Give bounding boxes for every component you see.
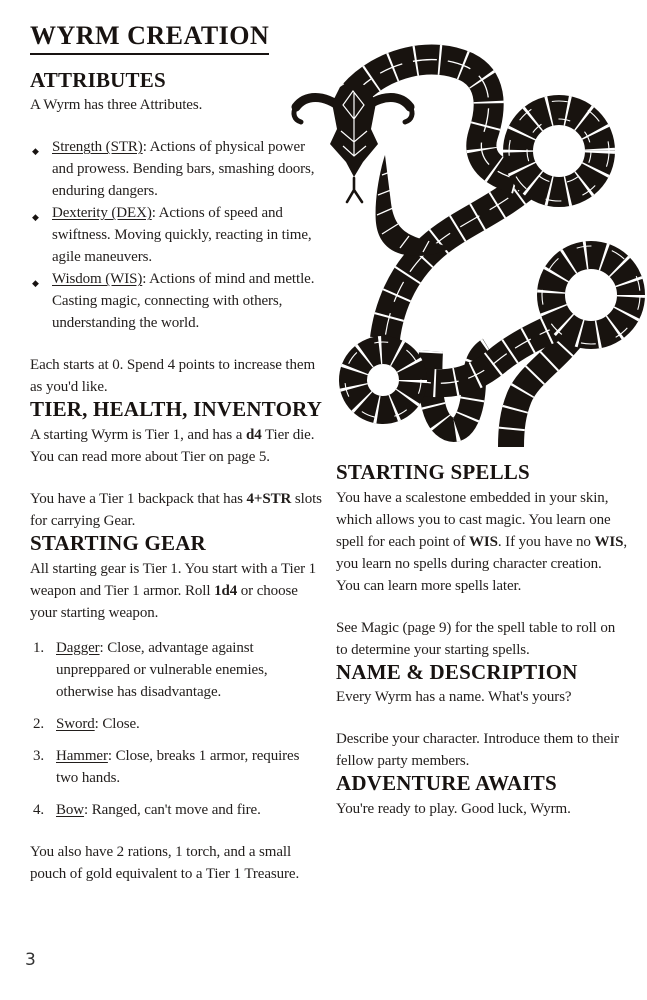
attribute-text: : Actions of speed and swiftness. Moving quickly, reacting in time, agile maneuvers. xyxy=(52,205,312,266)
attributes-intro: A Wyrm has three Attributes. xyxy=(30,97,203,114)
text-run: All starting gear is Tier 1. You start with a Tier 1 weapon and Tier 1 armor. Roll xyxy=(30,560,317,599)
spells-reference-paragraph: See Magic (page 9) for the spell table to roll on to determine your starting spells. xyxy=(336,619,616,658)
text-run: You have a scalestone embedded in your skin, which allows you to cast magic. You learn one spell for each point of xyxy=(336,489,611,550)
weapon-term: Dagger xyxy=(56,639,100,656)
weapon-term: Sword xyxy=(56,715,95,732)
attributes-list xyxy=(30,136,324,334)
adventure-awaits-heading: ADVENTURE AWAITS xyxy=(336,771,557,796)
serpent-ring-top-right xyxy=(509,101,609,201)
list-item-bow xyxy=(30,799,324,821)
text-run: slots for carrying Gear. xyxy=(30,490,322,529)
right-column xyxy=(336,461,628,820)
attribute-term: Dexterity (DEX) xyxy=(52,205,152,222)
text-run: You have a Tier 1 backpack that has xyxy=(30,490,247,507)
diamond-bullet-icon: ◆ xyxy=(32,213,39,224)
starting-spells-heading: STARTING SPELLS xyxy=(336,460,530,484)
bold-term: WIS xyxy=(594,533,624,550)
weapon-list xyxy=(30,637,324,821)
list-item-hammer xyxy=(30,745,324,789)
list-item-wisdom xyxy=(30,268,324,334)
bold-term: 1d4 xyxy=(214,582,238,599)
name-paragraph: Every Wyrm has a name. What's yours? xyxy=(336,689,572,706)
serpent-body-sweep1 xyxy=(384,177,535,348)
weapon-term: Hammer xyxy=(56,747,108,764)
adventure-paragraph: You're ready to play. Good luck, Wyrm. xyxy=(336,801,571,818)
attribute-term: Wisdom (WIS) xyxy=(52,271,143,288)
diamond-bullet-icon: ◆ xyxy=(32,279,39,290)
bold-term: d4 xyxy=(245,426,262,443)
attribute-term: Strength (STR) xyxy=(52,139,143,156)
weapon-text: : Ranged, can't move and fire. xyxy=(84,801,261,818)
text-run: Tier die. You can read more about Tier on page 5. xyxy=(30,426,315,465)
gear-outro: You also have 2 rations, 1 torch, and a small pouch of gold equivalent to a Tier 1 Treasure. xyxy=(30,843,300,882)
diamond-bullet-icon: ◆ xyxy=(32,147,39,158)
left-column xyxy=(30,22,324,885)
starting-gear-heading: STARTING GEAR xyxy=(30,530,206,555)
page-title: WYRM CREATION xyxy=(30,22,324,55)
list-item-dexterity xyxy=(30,202,324,268)
attribute-text: : Actions of physical power and prowess. Bending bars, smashing doors, enduring dangers. xyxy=(52,139,315,200)
attribute-text: : Actions of mind and mettle. Casting magic, connecting with others, understanding the world. xyxy=(52,271,315,332)
bold-term: WIS xyxy=(468,533,498,550)
tier-heading: TIER, HEALTH, INVENTORY xyxy=(30,397,323,422)
text-run: or choose your starting weapon. xyxy=(30,582,298,621)
text-run: . If you have no xyxy=(497,533,595,550)
attributes-outro: Each starts at 0. Spend 4 points to increase them as you'd like. xyxy=(30,357,316,396)
weapon-term: Bow xyxy=(56,801,85,818)
tier-paragraph xyxy=(30,424,324,468)
list-number: 4. xyxy=(33,801,45,818)
list-item-sword xyxy=(30,713,324,735)
wyrm-serpent-illustration xyxy=(283,43,645,455)
list-number: 2. xyxy=(33,715,45,732)
backpack-paragraph xyxy=(30,488,324,532)
list-item-dagger xyxy=(30,637,324,703)
weapon-text: : Close, advantage against unpreppared or vulnerable enemies, otherwise has disadvantage. xyxy=(56,639,268,700)
starting-gear-intro xyxy=(30,558,324,624)
list-number: 3. xyxy=(33,747,45,764)
name-description-heading: NAME & DESCRIPTION xyxy=(336,659,578,684)
serpent-ring-lower-right xyxy=(542,246,640,344)
text-run: , you learn no spells during character creation. You can learn more spells later. xyxy=(336,533,628,594)
weapon-text: : Close. xyxy=(94,715,140,732)
weapon-text: : Close, breaks 1 armor, requires two hands. xyxy=(56,747,300,786)
page-number: 3 xyxy=(25,950,36,970)
bold-term: 4+STR xyxy=(246,490,292,507)
spells-paragraph xyxy=(336,487,628,597)
description-paragraph: Describe your character. Introduce them to their fellow party members. xyxy=(336,731,619,770)
list-item-strength xyxy=(30,136,324,202)
text-run: A starting Wyrm is Tier 1, and has a xyxy=(30,426,246,443)
serpent-neck xyxy=(353,60,517,179)
attributes-heading: ATTRIBUTES xyxy=(30,67,166,92)
serpent-ring-bottom-left xyxy=(345,342,421,418)
list-number: 1. xyxy=(33,639,45,656)
